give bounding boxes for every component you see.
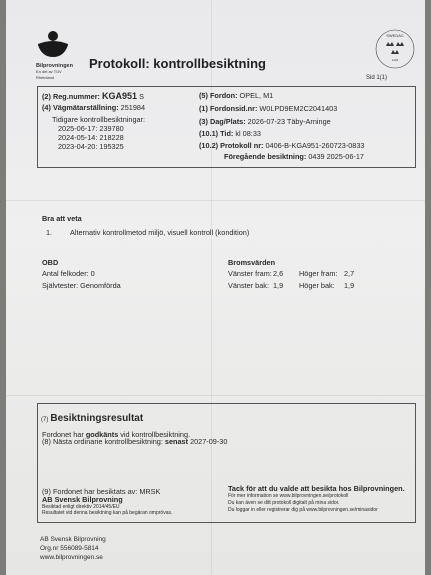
previous-inspection-value: 0439 2025-06-17 — [308, 152, 364, 161]
brake-left-front-label: Vänster fram: — [228, 269, 272, 278]
date-place-value: 2026-07-23 Täby-Arninge — [247, 117, 331, 126]
next-inspection-date: 2027-09-30 — [190, 437, 228, 446]
address-org-number: Org.nr 556089-5814 — [40, 545, 99, 552]
time-value: kl 08:33 — [235, 129, 261, 138]
inspection-protocol-document — [6, 0, 425, 575]
svg-text:SWEDAC: SWEDAC — [386, 33, 404, 38]
brake-right-rear-label: Höger bak: — [299, 281, 335, 290]
digital-protocol-note: Du kan även se ditt protokoll digitalt på mina sidor. — [228, 500, 340, 506]
directive-note: Besiktad enligt direktiv 2014/45/EU — [42, 504, 120, 510]
obd-fault-codes: Antal felkoder: 0 — [42, 269, 95, 278]
vehicle-id-value: W0LPD9EM2C2041403 — [259, 104, 338, 113]
bilprovningen-logo — [36, 30, 72, 81]
next-inspection-label: (8) Nästa ordinarie kontrollbesiktning: — [42, 437, 163, 446]
result-heading-row — [41, 413, 143, 424]
reg-number-value: KGA951 — [102, 91, 138, 101]
paper-fold — [6, 395, 425, 396]
brake-right-front-value: 2,7 — [344, 269, 355, 278]
brake-right-rear-value: 1,9 — [344, 281, 355, 290]
obd-self-tests: Självtester: Genomförda — [42, 281, 121, 290]
paper-fold — [6, 200, 425, 201]
good-to-know-item-number: 1. — [46, 228, 53, 237]
vehicle-id-label: (1) Fordonsid.nr: — [199, 104, 258, 113]
address-website[interactable]: www.bilprovningen.se — [40, 554, 103, 561]
brake-left-front-value: 2,6 — [273, 269, 284, 278]
vehicle-type-label: (5) Fordon: — [199, 91, 238, 100]
swedac-seal — [374, 28, 416, 70]
time-label: (10.1) Tid: — [199, 129, 234, 138]
review-note: Resultatet vid denna besiktning kan på begäran omprövas. — [42, 510, 173, 516]
brake-left-rear-label: Vänster bak: — [228, 281, 269, 290]
svg-text:1124: 1124 — [391, 58, 399, 62]
page-title: Protokoll: kontrollbesiktning — [89, 56, 266, 71]
next-inspection-latest: senast — [164, 437, 189, 446]
reg-number-label: (2) Reg.nummer: — [42, 92, 100, 101]
vehicle-type-value: OPEL, M1 — [239, 91, 274, 100]
odometer-value: 251984 — [120, 103, 146, 112]
result-heading: Besiktningsresultat — [50, 413, 144, 424]
protocol-number-row — [199, 141, 365, 150]
inspector-company: AB Svensk Bilprovning — [42, 495, 123, 504]
protocol-number-value: 0406-B-KGA951-260723-0833 — [265, 141, 365, 150]
inspected-by: (9) Fordonet har besiktats av: MRSK — [42, 487, 161, 496]
reg-number-suffix: S — [139, 92, 144, 101]
good-to-know-heading: Bra att veta — [42, 214, 82, 223]
date-place-label: (3) Dag/Plats: — [199, 117, 246, 126]
logo-subtext: En del av TÜV Rheinland — [36, 69, 62, 80]
address-company: AB Svensk Bilprovning — [40, 536, 106, 543]
vehicle-id-row — [199, 104, 337, 113]
previous-inspection-item: 2023-04-20: 195325 — [58, 142, 124, 151]
bilprovningen-logo-icon — [36, 30, 70, 58]
result-approved-word: godkänts — [85, 430, 119, 439]
result-line1-pre: Fordonet har — [42, 430, 84, 439]
my-pages-link[interactable]: Du loggar in eller registrerar dig på www.bilprovningen.se/minasidor — [228, 507, 378, 513]
previous-inspection-row — [224, 152, 364, 161]
date-place-row — [199, 117, 331, 126]
more-info-link[interactable]: För mer information se www.bilprovningen.se/protokoll — [228, 493, 349, 499]
brake-right-front-label: Höger fram: — [299, 269, 338, 278]
swedac-seal-icon — [374, 28, 416, 70]
previous-inspection-item: 2024-05-14: 218228 — [58, 133, 124, 142]
previous-inspection-label: Föregående besiktning: — [224, 152, 307, 161]
previous-inspection-item: 2025-06-17: 239780 — [58, 124, 124, 133]
logo-text: Bilprovningen — [36, 63, 73, 69]
good-to-know-item-text: Alternativ kontrollmetod miljö, visuell kontroll (kondition) — [70, 228, 250, 237]
thanks-message: Tack för att du valde att besikta hos Bilprovningen. — [228, 484, 405, 493]
result-line1-post: vid kontrollbesiktning. — [120, 430, 191, 439]
brake-values-heading: Bromsvärden — [228, 258, 276, 267]
reg-number-row — [42, 91, 144, 101]
next-inspection-line — [42, 437, 227, 446]
vehicle-type-row — [199, 91, 273, 100]
odometer-row — [42, 103, 145, 112]
page-number: Sid 1(1) — [366, 75, 388, 81]
time-row — [199, 129, 261, 138]
previous-inspections-label: Tidigare kontrollbesiktningar: — [52, 115, 146, 124]
obd-heading: OBD — [42, 258, 59, 267]
result-heading-number: (7) — [41, 417, 49, 423]
brake-left-rear-value: 1,9 — [273, 281, 284, 290]
protocol-number-label: (10.2) Protokoll nr: — [199, 141, 264, 150]
odometer-label: (4) Vägmätarställning: — [42, 103, 119, 112]
